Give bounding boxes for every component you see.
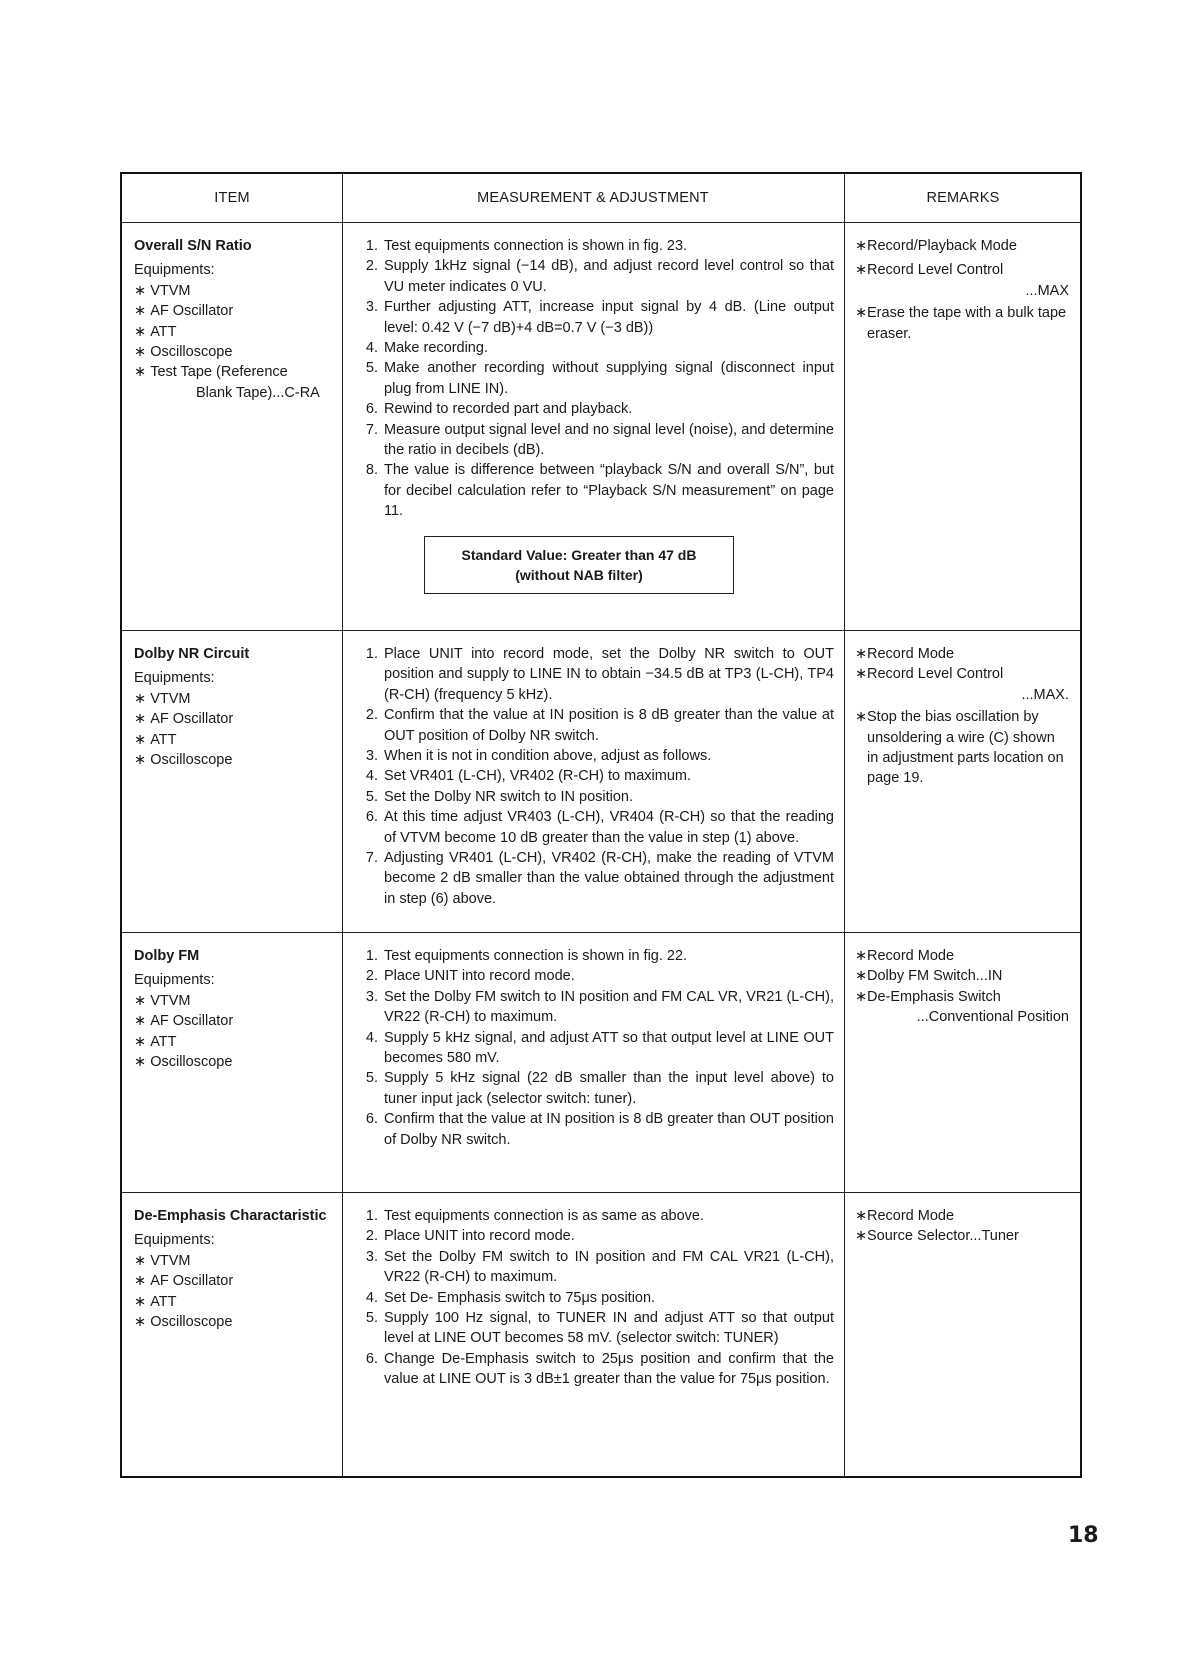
equipment-item: ∗ ATT [134, 1292, 342, 1312]
item-title: De-Emphasis Charactaristic [134, 1208, 327, 1224]
equipment-list [134, 1251, 342, 1333]
step-list [354, 1206, 834, 1390]
remark-item: ∗ Stop the bias oscillation by unsoldering a wire (C) shown in adjustment parts location on page 19. [855, 709, 1064, 787]
measurement-cell [354, 1206, 834, 1390]
measurement-cell [354, 236, 834, 594]
step-item: 5. Supply 5 kHz signal (22 dB smaller than the input level above) to tuner input jack (selector switch: tuner). [365, 1070, 834, 1107]
equipments-label: Equipments: [134, 670, 215, 687]
equipment-item: ∗ AF Oscillator [134, 301, 342, 321]
step-item: 3. Further adjusting ATT, increase input signal by 4 dB. (Line output level: 0.42 V (−7 dB)+4 dB=0.7 V (−3 dB)) [365, 299, 834, 336]
equipment-item: ∗ VTVM [134, 1251, 342, 1271]
header-item: ITEM [214, 190, 250, 206]
equipment-item: ∗ Oscilloscope [134, 1052, 342, 1072]
step-item: 1. Test equipments connection is shown in fig. 22. [365, 948, 688, 964]
step-item: 7. Adjusting VR401 (L-CH), VR402 (R-CH), make the reading of VTVM become 2 dB smaller than the value obtained through the adjustment in step (6) above. [365, 850, 834, 907]
equipment-item: ∗ AF Oscillator [134, 1271, 342, 1291]
step-item: 4. Make recording. [365, 340, 488, 357]
measurement-cell [354, 644, 834, 909]
step-item: 7. Measure output signal level and no signal level (noise), and determine the ratio in decibels (dB). [365, 421, 834, 459]
page-number: 18 [1068, 1523, 1099, 1548]
remark-item: ∗ Record Mode [855, 646, 955, 662]
header-measurement: MEASUREMENT & ADJUSTMENT [477, 190, 709, 206]
equipment-item: ∗ AF Oscillator [134, 709, 342, 729]
item-cell [134, 644, 342, 770]
step-item: 1. Place UNIT into record mode, set the Dolby NR switch to OUT position and supply to LINE IN to obtain −34.5 dB at TP3 (L-CH), TP4 (R-CH) (frequency 5 kHz). [365, 646, 834, 703]
remark-item: ∗ Source Selector...Tuner [855, 1228, 1019, 1245]
step-item: 1. Test equipments connection is shown in fig. 23. [365, 238, 688, 254]
standard-value-box [424, 536, 734, 594]
remark-item: ∗ Record Mode [855, 948, 955, 964]
step-list [354, 946, 834, 1150]
step-list [354, 644, 834, 909]
remarks-cell [855, 946, 1069, 1032]
equipment-item: ∗ Oscilloscope [134, 750, 342, 770]
step-item: 3. Set the Dolby FM switch to IN position and FM CAL VR21 (L-CH), VR22 (R-CH) to maximum. [365, 1248, 834, 1286]
step-item: 4. Supply 5 kHz signal, and adjust ATT so that output level at LINE OUT becomes 580 mV. [365, 1029, 834, 1067]
step-item: 5. Make another recording without supplying signal (disconnect input plug from LINE IN). [365, 360, 834, 397]
step-item: 2. Place UNIT into record mode. [365, 1228, 575, 1245]
step-item: 3. When it is not in condition above, adjust as follows. [365, 748, 712, 765]
item-title: Dolby NR Circuit [134, 646, 250, 662]
equipment-item: ∗ ATT [134, 730, 342, 750]
equipment-item: ∗ AF Oscillator [134, 1011, 342, 1031]
step-item: 2. Supply 1kHz signal (−14 dB), and adjust record level control so that VU meter indicates 0 VU. [365, 258, 834, 295]
step-item: 6. Confirm that the value at IN position is 8 dB greater than OUT position of Dolby NR switch. [365, 1111, 834, 1148]
remarks-cell [855, 236, 1069, 348]
header-remarks: REMARKS [926, 190, 1000, 206]
equipment-item: ∗ VTVM [134, 689, 342, 709]
remark-item: ∗ Record Level Control ...MAX. [855, 664, 1069, 705]
equipment-list [134, 281, 342, 383]
item-cell [134, 1206, 342, 1332]
remarks-cell [855, 1206, 1069, 1251]
item-cell [134, 946, 342, 1072]
step-item: 6. At this time adjust VR403 (L-CH), VR404 (R-CH) so that the reading of VTVM become 10 dB greater than the value in step (1) above. [365, 809, 834, 846]
table-row [122, 222, 1080, 630]
measurement-cell [354, 946, 834, 1150]
equipment-item: ∗ VTVM [134, 281, 342, 301]
step-item: 1. Test equipments connection is as same as above. [365, 1208, 704, 1224]
step-item: 5. Set the Dolby NR switch to IN position. [365, 788, 634, 805]
equipment-item: ∗ ATT [134, 1032, 342, 1052]
step-item: 4. Set De- Emphasis switch to 75μs position. [365, 1289, 656, 1306]
equipment-item: ∗ ATT [134, 322, 342, 342]
equipment-item: ∗ Oscilloscope [134, 1312, 342, 1332]
table-row [122, 932, 1080, 1192]
equipment-item: ∗ VTVM [134, 991, 342, 1011]
remarks-list [855, 644, 1069, 789]
item-cell [134, 236, 342, 403]
step-item: 8. The value is difference between “playback S/N and overall S/N”, but for decibel calculation refer to “Playback S/N measurement” on page 11. [365, 462, 834, 520]
adjustment-table [120, 172, 1082, 1478]
remark-value: ...Conventional Position [916, 1009, 1069, 1026]
step-item: 4. Set VR401 (L-CH), VR402 (R-CH) to maximum. [365, 768, 691, 785]
remark-item: ∗ Record Level Control ...MAX [855, 260, 1069, 301]
standard-value-note: (without NAB filter) [515, 566, 643, 583]
standard-value: Standard Value: Greater than 47 dB [461, 546, 697, 563]
table-row [122, 1192, 1080, 1478]
equipment-continuation: Blank Tape)...C-RA [196, 384, 320, 401]
remark-item: ∗ De-Emphasis Switch ...Conventional Position [855, 987, 1069, 1028]
equipment-item: ∗ Oscilloscope [134, 342, 342, 362]
equipments-label: Equipments: [134, 1232, 215, 1249]
equipments-label: Equipments: [134, 262, 215, 279]
step-item: 5. Supply 100 Hz signal, to TUNER IN and adjust ATT so that output level at LINE OUT becomes 58 mV. (selector switch: TUNER) [365, 1310, 834, 1347]
item-title: Overall S/N Ratio [134, 238, 252, 254]
item-title: Dolby FM [134, 948, 200, 964]
equipment-list [134, 991, 342, 1073]
step-list [354, 236, 834, 522]
step-item: 6. Rewind to recorded part and playback. [365, 401, 633, 418]
remark-value: ...MAX. [1021, 686, 1069, 703]
remark-item: ∗ Dolby FM Switch...IN [855, 968, 1003, 985]
remarks-list [855, 1206, 1069, 1247]
equipment-list [134, 689, 342, 771]
remark-item: ∗ Erase the tape with a bulk tape eraser. [855, 305, 1067, 342]
step-item: 3. Set the Dolby FM switch to IN position and FM CAL VR, VR21 (L-CH), VR22 (R-CH) to maximum. [365, 988, 834, 1026]
equipments-label: Equipments: [134, 972, 215, 989]
remark-item: ∗ Record Mode [855, 1208, 955, 1224]
equipment-item: ∗ Test Tape (Reference [134, 362, 342, 382]
step-item: 2. Place UNIT into record mode. [365, 968, 575, 985]
table-row [122, 630, 1080, 932]
remark-value: ...MAX [1025, 282, 1069, 299]
remarks-cell [855, 644, 1069, 793]
step-item: 6. Change De-Emphasis switch to 25μs position and confirm that the value at LINE OUT is 3 dB±1 greater than the value for 75μs position. [365, 1350, 834, 1388]
remark-item: ∗ Record/Playback Mode [855, 238, 1017, 254]
step-item: 2. Confirm that the value at IN position is 8 dB greater than the value at OUT position of Dolby NR switch. [365, 707, 834, 744]
remarks-list [855, 236, 1069, 344]
remarks-list [855, 946, 1069, 1028]
